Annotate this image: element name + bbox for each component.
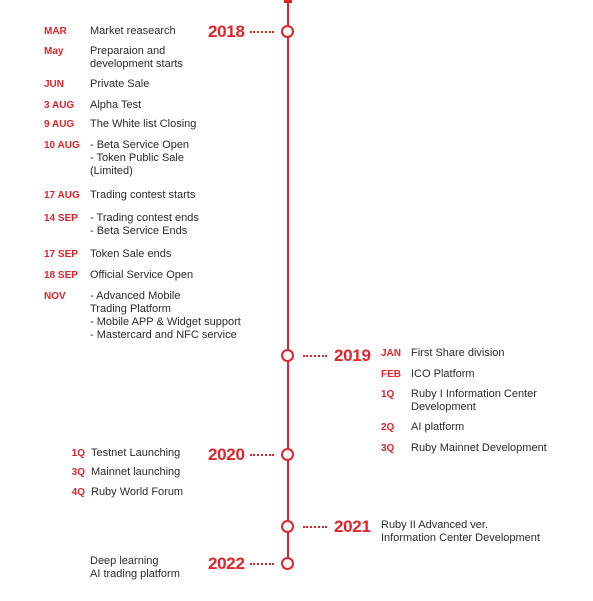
desc-2019-1: ICO Platform bbox=[411, 368, 475, 380]
date-2019-4: 3Q bbox=[381, 443, 395, 454]
milestone-2021-text: Ruby II Advanced ver. Information Center Development bbox=[381, 519, 540, 544]
desc-2018-6: Trading contest starts bbox=[90, 189, 196, 201]
node-2022 bbox=[281, 557, 294, 570]
desc-2018-5: - Beta Service Open - Token Public Sale (Limited) bbox=[90, 139, 190, 177]
date-2020-0: 1Q bbox=[71, 448, 85, 459]
node-2020 bbox=[281, 448, 294, 461]
desc-2018-2: Private Sale bbox=[90, 78, 150, 90]
connector-2018 bbox=[250, 31, 274, 33]
connector-2022 bbox=[250, 563, 274, 565]
desc-2020-0: Testnet Launching bbox=[91, 447, 181, 459]
date-2018-9: 18 SEP bbox=[44, 270, 78, 281]
date-2018-1: May bbox=[44, 46, 64, 57]
date-2018-3: 3 AUG bbox=[44, 100, 75, 111]
milestone-2022-text: Deep learning AI trading platform bbox=[90, 555, 180, 580]
desc-2019-3: AI platform bbox=[411, 421, 465, 433]
desc-2019-2: Ruby I Information Center Development bbox=[411, 388, 537, 413]
date-2018-2: JUN bbox=[44, 79, 65, 90]
desc-2019-0: First Share division bbox=[411, 347, 505, 359]
desc-2018-0: Market reasearch bbox=[90, 25, 176, 37]
node-2021 bbox=[281, 520, 294, 533]
date-2018-6: 17 AUG bbox=[44, 190, 80, 201]
desc-2018-10: - Advanced Mobile Trading Platform - Mobile APP & Widget support - Mastercard and NFC service bbox=[90, 290, 241, 341]
year-label-2022: 2022 bbox=[208, 554, 245, 573]
desc-2018-8: Token Sale ends bbox=[90, 248, 172, 260]
desc-2019-4: Ruby Mainnet Development bbox=[411, 442, 547, 454]
connector-2021 bbox=[303, 526, 327, 528]
desc-2018-7: - Trading contest ends - Beta Service Ends bbox=[90, 212, 199, 237]
date-2018-5: 10 AUG bbox=[44, 140, 80, 151]
date-2019-1: FEB bbox=[381, 369, 401, 380]
desc-2018-1: Preparaion and development starts bbox=[90, 45, 183, 70]
desc-2020-2: Ruby World Forum bbox=[91, 486, 184, 498]
node-2019 bbox=[281, 349, 294, 362]
date-2018-4: 9 AUG bbox=[44, 119, 75, 130]
node-2018 bbox=[281, 25, 294, 38]
timeline-spine bbox=[287, 0, 289, 563]
date-2020-2: 4Q bbox=[71, 487, 85, 498]
connector-2019 bbox=[303, 355, 327, 357]
desc-2018-4: The White list Closing bbox=[90, 118, 197, 130]
date-2018-10: NOV bbox=[44, 291, 66, 302]
year-label-2018: 2018 bbox=[208, 22, 245, 41]
date-2018-7: 14 SEP bbox=[44, 213, 78, 224]
date-2019-0: JAN bbox=[381, 348, 402, 359]
date-2018-0: MAR bbox=[44, 26, 67, 37]
desc-2018-9: Official Service Open bbox=[90, 269, 194, 281]
date-2020-1: 3Q bbox=[71, 467, 85, 478]
date-2019-2: 1Q bbox=[381, 389, 395, 400]
connector-2020 bbox=[250, 454, 274, 456]
desc-2020-1: Mainnet launching bbox=[91, 466, 181, 478]
date-2019-3: 2Q bbox=[381, 422, 395, 433]
year-label-2021: 2021 bbox=[334, 517, 371, 536]
date-2018-8: 17 SEP bbox=[44, 249, 78, 260]
year-label-2019: 2019 bbox=[334, 346, 371, 365]
year-label-2020: 2020 bbox=[208, 445, 245, 464]
desc-2018-3: Alpha Test bbox=[90, 99, 142, 111]
